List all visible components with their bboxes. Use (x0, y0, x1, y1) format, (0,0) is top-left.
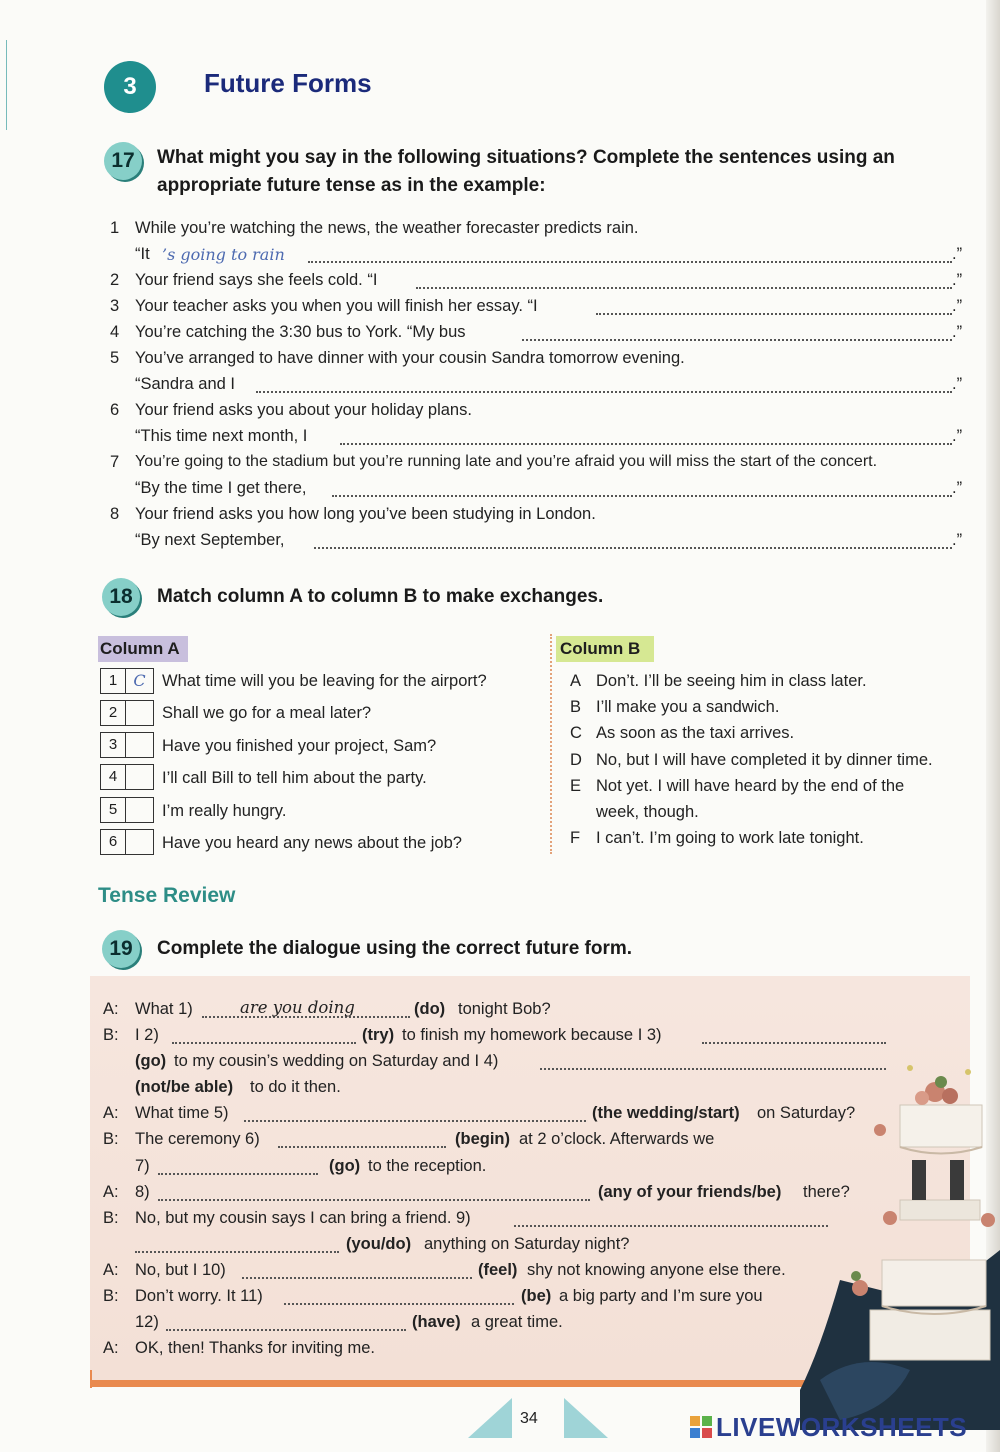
verb-cue: (be) (521, 1287, 552, 1305)
match-box[interactable] (100, 797, 154, 823)
closing-quote: .” (952, 323, 963, 341)
column-a-question: Shall we go for a meal later? (162, 704, 372, 722)
gap-6[interactable] (278, 1144, 446, 1148)
dialogue-text: to finish my homework because I 3) (402, 1026, 662, 1044)
dialogue-text: No, but my cousin says I can bring a friend. 9) (135, 1209, 471, 1227)
dialogue-text: a great time. (471, 1313, 563, 1331)
exercise-18-badge: 18 (102, 578, 140, 616)
item-number: 3 (110, 297, 120, 315)
situation-text: You’re going to the stadium but you’re running late and you’re afraid you will miss the start of the concert. (135, 453, 878, 470)
sentence-prefix: “Sandra and I (135, 375, 235, 393)
exercise-19-instruction: Complete the dialogue using the correct future form. (157, 938, 633, 959)
speaker-label: A: (103, 1261, 119, 1279)
closing-quote: .” (952, 531, 963, 549)
closing-quote: .” (952, 245, 963, 263)
column-a-question: I’m really hungry. (162, 802, 287, 820)
exercise-17-instruction-line-1: What might you say in the following situations? Complete the sentences using an (157, 147, 895, 168)
box-number: 4 (101, 765, 126, 789)
item-number: 2 (110, 271, 120, 289)
dialogue-text: to my cousin’s wedding on Saturday and I 4) (174, 1052, 499, 1070)
panel-border-left (90, 1370, 92, 1388)
liveworksheets-brand[interactable]: LIVEWORKSHEETS (716, 1412, 968, 1442)
column-b-response: As soon as the taxi arrives. (596, 724, 795, 742)
match-box[interactable] (100, 829, 154, 855)
box-number: 3 (101, 733, 126, 757)
column-b-response: Not yet. I will have heard by the end of the (596, 777, 905, 795)
speaker-label: A: (103, 1339, 119, 1357)
column-b-letter: C (570, 724, 582, 742)
speaker-label: A: (103, 1183, 119, 1201)
gap-2[interactable] (172, 1040, 356, 1044)
closing-quote: .” (952, 427, 963, 445)
dialogue-text: a big party and I’m sure you (559, 1287, 763, 1305)
speaker-label: B: (103, 1130, 119, 1148)
answer-line[interactable] (332, 493, 952, 497)
answer-line[interactable] (314, 545, 952, 549)
dialogue-text: on Saturday? (757, 1104, 856, 1122)
dialogue-text: to do it then. (250, 1078, 341, 1096)
box-answer[interactable] (126, 765, 153, 789)
column-a-question: What time will you be leaving for the airport? (162, 672, 487, 690)
liveworksheets-logo-icon (690, 1416, 712, 1438)
situation-text: Your friend asks you how long you’ve been studying in London. (135, 505, 596, 523)
dialogue-text: anything on Saturday night? (424, 1235, 630, 1253)
dialogue-text: 12) (135, 1313, 159, 1331)
unit-number-badge: 3 (104, 61, 156, 113)
item-number: 5 (110, 349, 120, 367)
speaker-label: B: (103, 1026, 119, 1044)
unit-title: Future Forms (204, 68, 372, 98)
exercise-17-instruction-line-2: appropriate future tense as in the example: (157, 175, 546, 196)
column-a-question: I’ll call Bill to tell him about the party. (162, 769, 427, 787)
column-b-response: I can’t. I’m going to work late tonight. (596, 829, 864, 847)
answer-line[interactable] (596, 311, 952, 315)
column-b-letter: F (570, 829, 581, 847)
verb-cue: (you/do) (346, 1235, 412, 1253)
dialogue-text: shy not knowing anyone else there. (527, 1261, 786, 1279)
dialogue-text: 8) (135, 1183, 150, 1201)
verb-cue: (have) (412, 1313, 461, 1331)
match-box[interactable] (100, 700, 154, 726)
situation-text: While you’re watching the news, the weather forecaster predicts rain. (135, 219, 639, 237)
column-a-question: Have you finished your project, Sam? (162, 737, 437, 755)
exercise-19-badge: 19 (102, 930, 140, 968)
dialogue-text: OK, then! Thanks for inviting me. (135, 1339, 375, 1357)
speaker-label: B: (103, 1209, 119, 1227)
box-answer[interactable] (126, 701, 153, 725)
column-b-letter: D (570, 751, 582, 769)
exercise-18-instruction: Match column A to column B to make exchanges. (157, 586, 604, 607)
verb-cue: (try) (362, 1026, 395, 1044)
verb-cue: (go) (329, 1157, 361, 1175)
dialogue-text: tonight Bob? (458, 1000, 551, 1018)
page-number-decoration (468, 1398, 608, 1438)
gap-9[interactable] (514, 1223, 828, 1227)
verb-cue: (not/be able) (135, 1078, 234, 1096)
column-b-letter: A (570, 672, 582, 690)
column-b-letter: E (570, 777, 582, 795)
box-number: 6 (101, 830, 126, 854)
closing-quote: .” (952, 271, 963, 289)
verb-cue: (go) (135, 1052, 167, 1070)
example-answer: ’s going to rain (162, 245, 285, 264)
answer-line[interactable] (308, 259, 952, 263)
gap-8[interactable] (158, 1197, 590, 1201)
column-b-response-continued: week, though. (596, 803, 699, 821)
column-b-response: No, but I will have completed it by dinner time. (596, 751, 933, 769)
dialogue-text: What time 5) (135, 1104, 229, 1122)
column-divider (550, 634, 552, 854)
gap-3[interactable] (702, 1040, 886, 1044)
gap-5[interactable] (244, 1118, 586, 1122)
gap-12[interactable] (166, 1327, 406, 1331)
item-number: 7 (110, 453, 120, 471)
dialogue-text: 7) (135, 1157, 150, 1175)
dialogue-text: I 2) (135, 1026, 159, 1044)
verb-cue: (feel) (478, 1261, 518, 1279)
dialogue-text: at 2 o’clock. Afterwards we (519, 1130, 715, 1148)
box-answer[interactable] (126, 830, 153, 854)
dialogue-text: No, but I 10) (135, 1261, 226, 1279)
answer-line[interactable] (522, 337, 952, 341)
margin-mark (6, 40, 7, 130)
tense-review-heading: Tense Review (98, 884, 236, 907)
sentence-prefix: Your friend says she feels cold. “I (135, 271, 378, 289)
verb-cue: (any of your friends/be) (598, 1183, 782, 1201)
closing-quote: .” (952, 375, 963, 393)
example-answer: are you doing (240, 998, 355, 1017)
sentence-prefix: You’re catching the 3:30 bus to York. “My bus (135, 323, 466, 341)
column-b-letter: B (570, 698, 582, 716)
verb-cue: (the wedding/start) (592, 1104, 740, 1122)
box-number: 2 (101, 701, 126, 725)
gap-10[interactable] (242, 1275, 472, 1279)
column-b-response: I’ll make you a sandwich. (596, 698, 780, 716)
closing-quote: .” (952, 297, 963, 315)
item-number: 8 (110, 505, 120, 523)
dialogue-text: What 1) (135, 1000, 193, 1018)
dialogue-text: Don’t worry. It 11) (135, 1287, 263, 1305)
closing-quote: .” (952, 479, 963, 497)
gap-11[interactable] (284, 1301, 514, 1305)
verb-cue: (do) (414, 1000, 446, 1018)
page-number: 34 (520, 1410, 538, 1427)
box-answer[interactable] (126, 733, 153, 757)
answer-line[interactable] (256, 389, 952, 393)
box-answer[interactable]: C (133, 671, 146, 690)
dialogue-text: to the reception. (368, 1157, 487, 1175)
verb-cue: (begin) (455, 1130, 510, 1148)
column-a-question: Have you heard any news about the job? (162, 834, 462, 852)
match-box[interactable] (100, 764, 154, 790)
sentence-prefix: “By next September, (135, 531, 285, 549)
sentence-prefix: “By the time I get there, (135, 479, 307, 497)
dialogue-text: there? (803, 1183, 850, 1201)
column-b-response: Don’t. I’ll be seeing him in class later. (596, 672, 867, 690)
sentence-prefix: “It (135, 245, 150, 263)
column-a-label: Column A (98, 636, 188, 662)
sentence-prefix: “This time next month, I (135, 427, 308, 445)
answer-line[interactable] (416, 285, 952, 289)
box-number: 5 (101, 798, 126, 822)
item-number: 6 (110, 401, 120, 419)
situation-text: You’ve arranged to have dinner with your cousin Sandra tomorrow evening. (135, 349, 685, 367)
gap-7[interactable] (158, 1171, 318, 1175)
column-b-label: Column B (556, 636, 654, 662)
match-box[interactable] (100, 668, 154, 694)
speaker-label: A: (103, 1104, 119, 1122)
item-number: 1 (110, 219, 120, 237)
exercise-17-badge: 17 (104, 142, 142, 180)
speaker-label: B: (103, 1287, 119, 1305)
box-answer[interactable] (126, 798, 153, 822)
gap-9-continued[interactable] (135, 1249, 339, 1253)
answer-line[interactable] (340, 441, 952, 445)
sentence-prefix: Your teacher asks you when you will finish her essay. “I (135, 297, 538, 315)
gap-4[interactable] (540, 1066, 886, 1070)
speaker-label: A: (103, 1000, 119, 1018)
situation-text: Your friend asks you about your holiday plans. (135, 401, 472, 419)
match-box[interactable] (100, 732, 154, 758)
dialogue-text: The ceremony 6) (135, 1130, 260, 1148)
box-number: 1 (101, 669, 126, 693)
item-number: 4 (110, 323, 120, 341)
